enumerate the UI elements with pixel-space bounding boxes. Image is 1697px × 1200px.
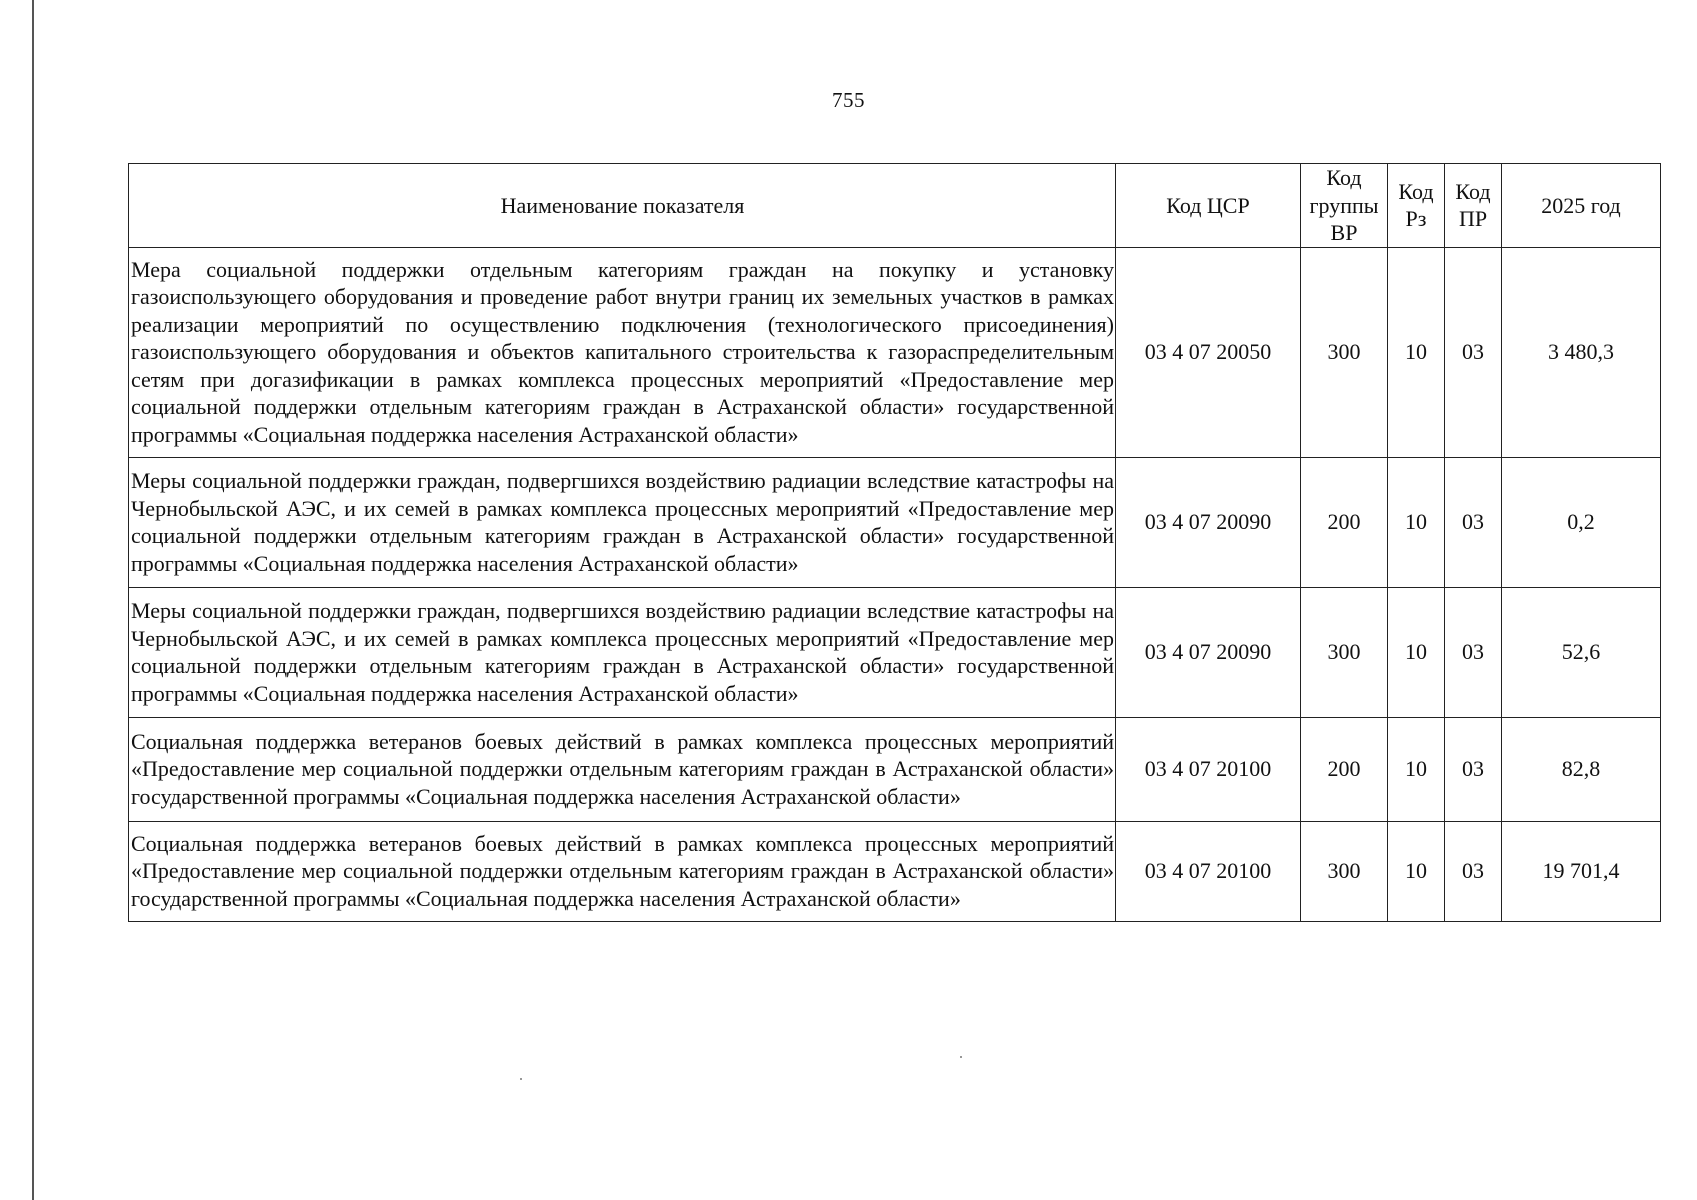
cell-code-rz: 10 <box>1388 717 1445 821</box>
cell-name: Социальная поддержка ветеранов боевых действий в рамках комплекса процессных мероприятий «Предоставление мер социальной поддержки отдельным категориям граждан в Астраханской области» государственной программы «Социальная поддержка населения Астраханской области» <box>129 717 1116 821</box>
cell-code-pr: 03 <box>1445 717 1502 821</box>
table-row <box>129 457 1661 587</box>
cell-code-csr: 03 4 07 20050 <box>1116 247 1301 457</box>
cell-code-rz: 10 <box>1388 821 1445 921</box>
header-year: 2025 год <box>1502 164 1661 248</box>
header-code-vr: Код группы ВР <box>1301 164 1388 248</box>
cell-code-vr: 300 <box>1301 587 1388 717</box>
cell-name: Социальная поддержка ветеранов боевых действий в рамках комплекса процессных мероприятий «Предоставление мер социальной поддержки отдельным категориям граждан в Астраханской области» государственной программы «Социальная поддержка населения Астраханской области» <box>129 821 1116 921</box>
cell-name: Меры социальной поддержки граждан, подвергшихся воздействию радиации вследствие катастрофы на Чернобыльской АЭС, и их семей в рамках комплекса процессных мероприятий «Предоставление мер социальной поддержки отдельным категориям граждан в Астраханской области» государственной программы «Социальная поддержка населения Астраханской области» <box>129 457 1116 587</box>
cell-code-vr: 300 <box>1301 821 1388 921</box>
scan-speck <box>960 1056 962 1058</box>
cell-code-vr: 200 <box>1301 457 1388 587</box>
cell-value-2025: 82,8 <box>1502 717 1661 821</box>
table-header-row <box>129 164 1661 248</box>
cell-code-csr: 03 4 07 20100 <box>1116 717 1301 821</box>
header-code-rz: Код Рз <box>1388 164 1445 248</box>
cell-code-vr: 300 <box>1301 247 1388 457</box>
cell-code-rz: 10 <box>1388 247 1445 457</box>
scan-speck <box>520 1078 522 1080</box>
cell-code-pr: 03 <box>1445 587 1502 717</box>
cell-code-csr: 03 4 07 20100 <box>1116 821 1301 921</box>
cell-code-pr: 03 <box>1445 247 1502 457</box>
header-code-pr: Код ПР <box>1445 164 1502 248</box>
table-row <box>129 587 1661 717</box>
cell-code-pr: 03 <box>1445 821 1502 921</box>
header-name: Наименование показателя <box>129 164 1116 248</box>
binding-edge-line <box>32 0 34 1200</box>
cell-code-rz: 10 <box>1388 587 1445 717</box>
cell-code-rz: 10 <box>1388 457 1445 587</box>
cell-code-csr: 03 4 07 20090 <box>1116 587 1301 717</box>
table-row <box>129 247 1661 457</box>
cell-name: Мера социальной поддержки отдельным категориям граждан на покупку и установку газоиспользующего оборудования и проведение работ внутри границ их земельных участков в рамках реализации мероприятий по осуществлению подключения (технологического присоединения) газоиспользующего оборудования и объектов капитального строительства к газораспределительным сетям при догазификации в рамках комплекса процессных мероприятий «Предоставление мер социальной поддержки отдельным категориям граждан в Астраханской области» государственной программы «Социальная поддержка населения Астраханской области» <box>129 247 1116 457</box>
cell-value-2025: 3 480,3 <box>1502 247 1661 457</box>
cell-value-2025: 19 701,4 <box>1502 821 1661 921</box>
header-code-csr: Код ЦСР <box>1116 164 1301 248</box>
cell-name: Меры социальной поддержки граждан, подвергшихся воздействию радиации вследствие катастрофы на Чернобыльской АЭС, и их семей в рамках комплекса процессных мероприятий «Предоставление мер социальной поддержки отдельным категориям граждан в Астраханской области» государственной программы «Социальная поддержка населения Астраханской области» <box>129 587 1116 717</box>
cell-code-vr: 200 <box>1301 717 1388 821</box>
cell-code-csr: 03 4 07 20090 <box>1116 457 1301 587</box>
cell-value-2025: 52,6 <box>1502 587 1661 717</box>
budget-table <box>128 163 1661 922</box>
cell-code-pr: 03 <box>1445 457 1502 587</box>
table-row <box>129 821 1661 921</box>
table-row <box>129 717 1661 821</box>
cell-value-2025: 0,2 <box>1502 457 1661 587</box>
page-number: 755 <box>832 88 865 112</box>
